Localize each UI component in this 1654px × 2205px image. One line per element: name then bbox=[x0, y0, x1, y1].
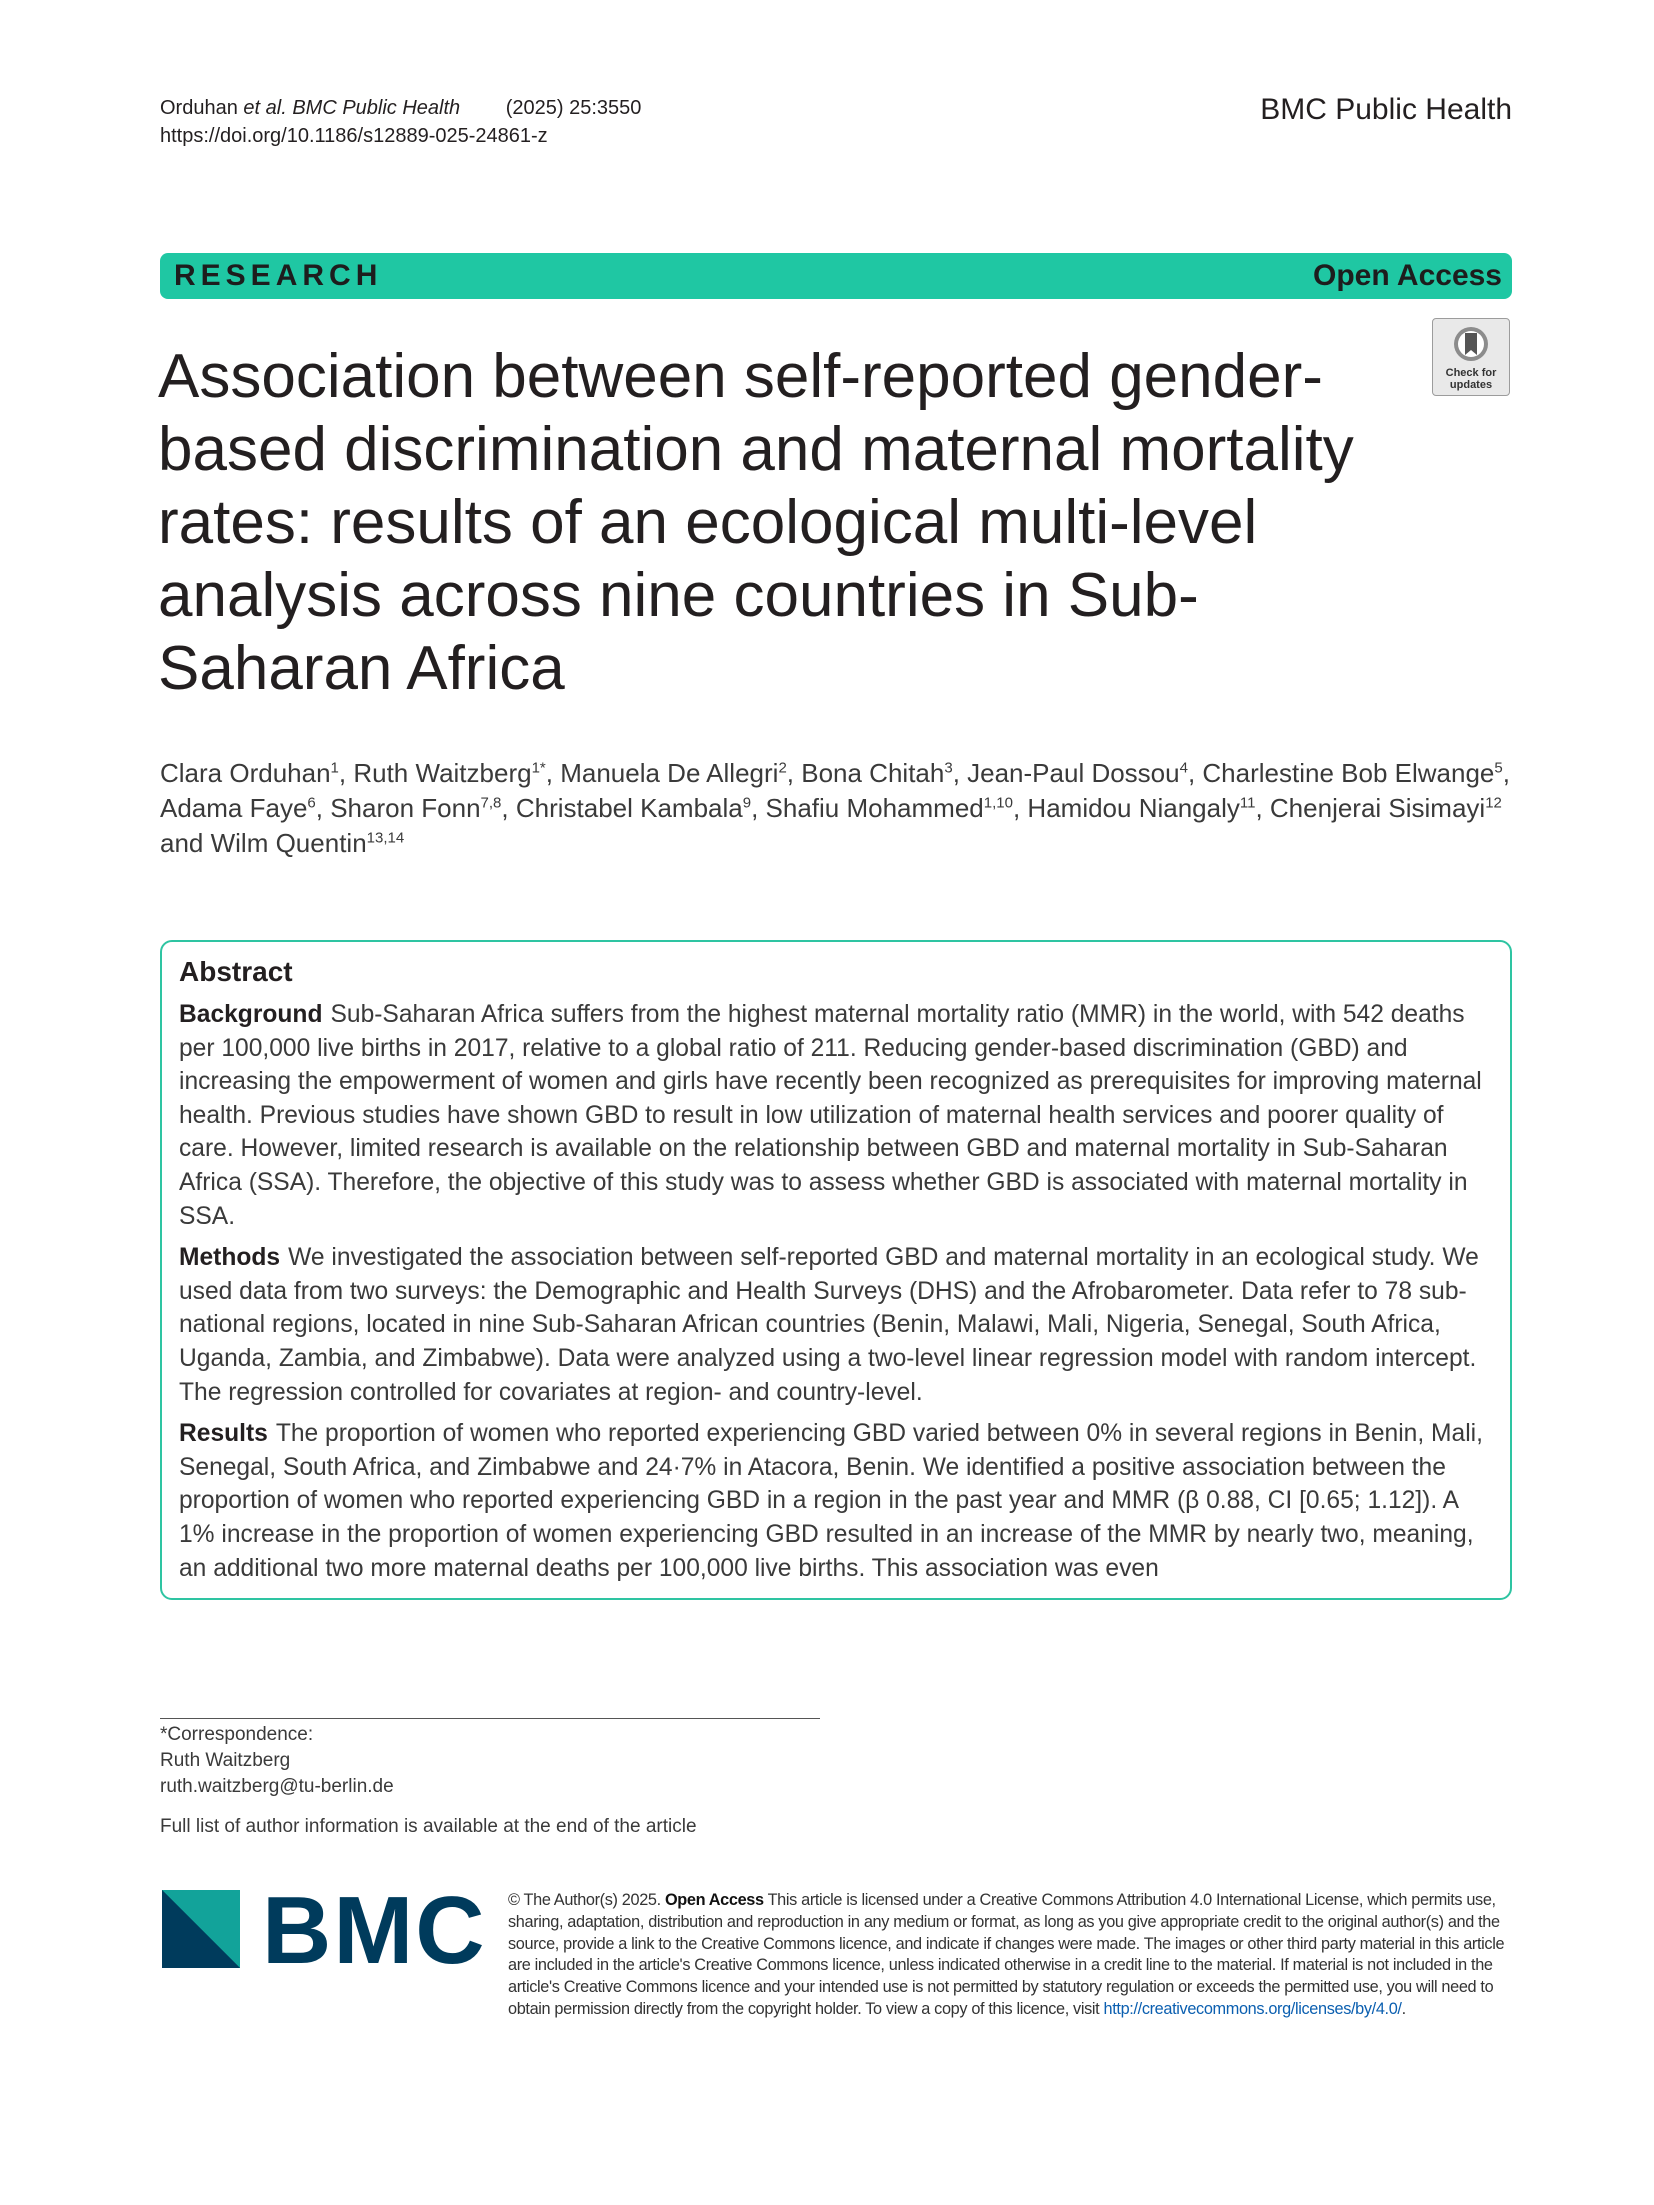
article-title: Association between self-reported gender-based discrimination and maternal mortality rates: results of an ecological multi-level analysis across nine countries in Sub-Saharan Africa bbox=[158, 342, 1354, 703]
abstract-heading: Abstract bbox=[179, 956, 293, 987]
author-item[interactable] bbox=[1202, 758, 1502, 788]
check-for-updates-line2: updates bbox=[1449, 379, 1493, 391]
author-name: Christabel Kambala bbox=[515, 793, 743, 823]
author-separator: , bbox=[1255, 793, 1270, 823]
abstract-body bbox=[179, 998, 1499, 1593]
author-affiliation: 13,14 bbox=[366, 829, 405, 847]
author-separator: , bbox=[1502, 758, 1510, 788]
article-type-banner bbox=[160, 253, 1512, 299]
results-text: The proportion of women who reported experiencing GBD varied between 0% in several regions in Benin, Mali, Senegal, South Africa, and Zimbabwe and 24·7% in Atacora, Benin. We identified a positive association between the proportion of women who reported experiencing GBD in a region in the past year and MMR (β 0.88, CI [0.65; 1.12]). A 1% increase in the proportion of women experiencing GBD resulted in an increase of the MMR by nearly two, meaning, an additional two more maternal deaths per 100,000 live births. This association was even bbox=[179, 1420, 1483, 1582]
abstract-results bbox=[179, 1417, 1499, 1585]
header-author: Orduhan bbox=[160, 97, 238, 119]
author-item[interactable] bbox=[160, 758, 339, 788]
check-for-updates-label bbox=[1433, 367, 1509, 391]
full-author-list-note: Full list of author information is available at the end of the article bbox=[160, 1816, 697, 1837]
author-separator: , bbox=[338, 758, 354, 788]
author-item[interactable] bbox=[160, 793, 316, 823]
correspondence-name: Ruth Waitzberg bbox=[160, 1750, 291, 1771]
correspondence-block bbox=[160, 1722, 394, 1800]
author-affiliation: 2 bbox=[778, 759, 787, 777]
check-for-updates-line1: Check for bbox=[1445, 367, 1497, 379]
author-item[interactable] bbox=[560, 758, 787, 788]
license-body: This article is licensed under a Creative Commons Attribution 4.0 International License, which permits use, sharing, adaptation, distribution and reproduction in any medium or format, as long as you give appropriate credit to the original author(s) and the source, provide a link to the Creative Commons licence, and indicate if changes were made. The images or other third party material in this article are included in the article's Creative Commons licence, unless indicated otherwise in a credit line to the material. If material is not included in the article's Creative Commons licence and your intended use is not permitted by statutory regulation or exceeds the permitted use, you will need to obtain permission directly from the copyright holder. To view a copy of this licence, visit bbox=[508, 1891, 1505, 2018]
methods-text: We investigated the association between self-reported GBD and maternal mortality in an ecological study. We used data from two surveys: the Demographic and Health Surveys (DHS) and the Afrobarometer. Data refer to 78 sub-national regions, located in nine Sub-Saharan African countries (Benin, Malawi, Mali, Nigeria, Senegal, South Africa, Uganda, Zambia, and Zimbabwe). Data were analyzed using a two-level linear regression model with random intercept. The regression controlled for covariates at region- and country-level. bbox=[179, 1244, 1479, 1406]
author-item[interactable] bbox=[766, 793, 1013, 823]
author-separator: , bbox=[1187, 758, 1203, 788]
author-separator: , bbox=[1012, 793, 1028, 823]
author-separator: , bbox=[786, 758, 802, 788]
author-affiliation: 7,8 bbox=[480, 794, 502, 812]
citation-header bbox=[160, 94, 641, 150]
author-item[interactable] bbox=[516, 793, 751, 823]
open-access-label: Open Access bbox=[1313, 259, 1502, 292]
author-affiliation: 4 bbox=[1179, 759, 1188, 777]
author-affiliation: 5 bbox=[1494, 759, 1503, 777]
author-item[interactable] bbox=[1270, 793, 1502, 823]
author-name: Sharon Fonn bbox=[330, 793, 481, 823]
bmc-logo-mark-icon bbox=[162, 1890, 240, 1968]
bookmark-icon bbox=[1452, 325, 1490, 365]
author-affiliation: 1,10 bbox=[983, 794, 1013, 812]
author-item[interactable] bbox=[330, 793, 501, 823]
author-item[interactable] bbox=[353, 758, 545, 788]
author-separator: , bbox=[315, 793, 331, 823]
author-affiliation: 6 bbox=[307, 794, 316, 812]
author-item[interactable] bbox=[801, 758, 952, 788]
author-affiliation: 9 bbox=[742, 794, 752, 812]
header-doi-link[interactable]: https://doi.org/10.1186/s12889-025-24861-z bbox=[160, 125, 548, 147]
author-separator: , bbox=[501, 793, 516, 823]
author-item[interactable] bbox=[211, 828, 405, 858]
background-text: Sub-Saharan Africa suffers from the highest maternal mortality ratio (MMR) in the world, with 542 deaths per 100,000 live births in 2017, relative to a global ratio of 211. Reducing gender-based discrimination (GBD) and increasing the empowerment of women and girls have recently been recognized as prerequisites for improving maternal health. Previous studies have shown GBD to result in low utilization of maternal health services and poorer quality of care. However, limited research is available on the relationship between GBD and maternal mortality in Sub-Saharan Africa (SSA). Therefore, the objective of this study was to assess whether GBD is associated with maternal mortality in SSA. bbox=[179, 1001, 1482, 1230]
license-open-access: Open Access bbox=[664, 1891, 764, 1909]
author-name: Chenjerai Sisimayi bbox=[1269, 793, 1486, 823]
author-item[interactable] bbox=[1027, 793, 1255, 823]
author-name: Wilm Quentin bbox=[210, 828, 367, 858]
author-separator: , bbox=[952, 758, 968, 788]
correspondence-email[interactable]: ruth.waitzberg@tu-berlin.de bbox=[160, 1776, 394, 1797]
check-for-updates-button[interactable] bbox=[1432, 318, 1510, 396]
abstract-methods bbox=[179, 1241, 1499, 1409]
author-affiliation: 11 bbox=[1239, 794, 1256, 812]
journal-name: BMC Public Health bbox=[1260, 93, 1512, 126]
methods-label: Methods bbox=[179, 1244, 281, 1272]
author-name: Adama Faye bbox=[160, 793, 308, 823]
author-name: Clara Orduhan bbox=[160, 758, 331, 788]
license-copyright: © The Author(s) 2025. bbox=[508, 1891, 661, 1909]
author-name: Bona Chitah bbox=[801, 758, 945, 788]
article-type-label: RESEARCH bbox=[174, 259, 383, 292]
author-separator: , bbox=[751, 793, 766, 823]
author-separator: , bbox=[545, 758, 561, 788]
author-separator: and bbox=[160, 828, 211, 858]
author-affiliation: 3 bbox=[944, 759, 953, 777]
correspondence-label: *Correspondence: bbox=[160, 1724, 314, 1745]
author-affiliation: 12 bbox=[1485, 794, 1502, 812]
author-name: Ruth Waitzberg bbox=[353, 758, 532, 788]
header-year-volume: (2025) 25:3550 bbox=[505, 97, 642, 119]
author-name: Charlestine Bob Elwange bbox=[1202, 758, 1495, 788]
license-link[interactable]: http://creativecommons.org/licenses/by/4.0/ bbox=[1103, 1999, 1402, 2018]
author-name: Jean-Paul Dossou bbox=[967, 758, 1180, 788]
abstract-background bbox=[179, 998, 1499, 1233]
abstract-box bbox=[160, 940, 1512, 1600]
header-journal-cite: et al. BMC Public Health bbox=[243, 97, 461, 119]
background-label: Background bbox=[179, 1001, 323, 1028]
license-text bbox=[508, 1890, 1514, 2021]
author-affiliation: 1 bbox=[330, 759, 339, 777]
author-name: Shafiu Mohammed bbox=[765, 793, 984, 823]
author-item[interactable] bbox=[967, 758, 1188, 788]
license-end: . bbox=[1401, 1999, 1406, 2018]
footnote-divider bbox=[160, 1718, 820, 1719]
results-label: Results bbox=[179, 1420, 268, 1448]
author-affiliation: 1* bbox=[531, 759, 546, 777]
author-name: Hamidou Niangaly bbox=[1027, 793, 1240, 823]
bmc-logo-text: BMC bbox=[262, 1877, 487, 1984]
author-list bbox=[160, 756, 1510, 861]
author-name: Manuela De Allegri bbox=[560, 758, 779, 788]
